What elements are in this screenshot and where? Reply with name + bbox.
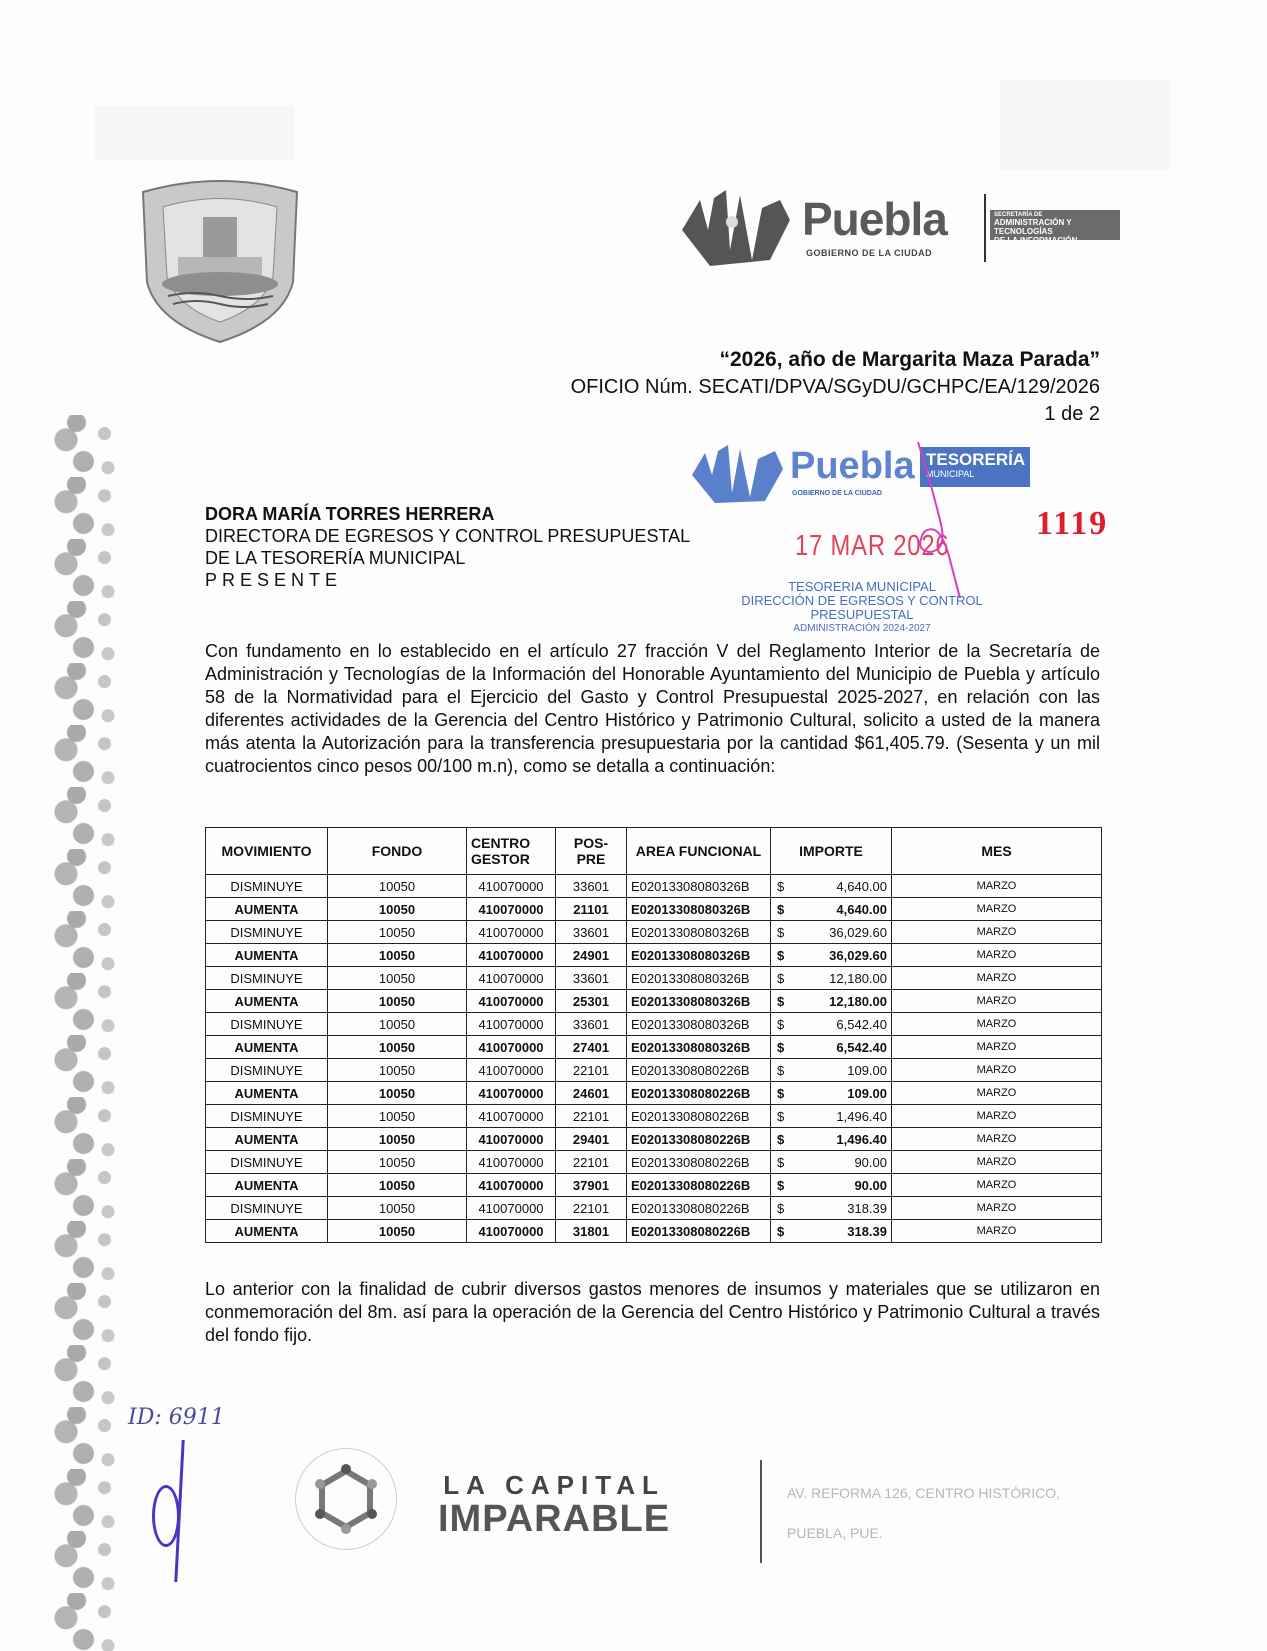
- table-row: [206, 1174, 1102, 1197]
- movimiento-cell: DISMINUYE: [206, 1151, 328, 1174]
- importe-cell: [771, 1013, 892, 1036]
- folio-number: 1119: [1036, 505, 1109, 542]
- area-funcional-cell: E02013308080226B: [627, 1105, 771, 1128]
- pos-pre-cell: 24601: [556, 1082, 627, 1105]
- puebla-government-logo: [680, 190, 1120, 270]
- equality-norm-seal-icon: [295, 1448, 397, 1550]
- decorative-border-pattern: [52, 415, 122, 1651]
- received-date-stamp: 17 MAR 2026: [795, 530, 950, 562]
- col-pos-pre: POS-PRE: [556, 828, 627, 875]
- area-funcional-cell: E02013308080326B: [627, 1013, 771, 1036]
- area-funcional-cell: E02013308080326B: [627, 990, 771, 1013]
- centro-gestor-cell: 410070000: [467, 1174, 556, 1197]
- mes-cell: MARZO: [892, 1013, 1102, 1036]
- pos-pre-cell: 31801: [556, 1220, 627, 1243]
- la-capital-imparable-logo: [438, 1470, 671, 1540]
- importe-cell: [771, 990, 892, 1013]
- request-paragraph: Con fundamento en lo establecido en el artículo 27 fracción V del Reglamento Interior de la Secretaría de Administración y Tecnologías de la Información del Honorable Ayuntamiento del Municipio de Puebla y artículo 58 de la Normatividad para el Ejercicio del Gasto y Control Presupuestal 2025-2027, en relación con las diferentes actividades de la Gerencia del Centro Histórico y Patrimonio Cultural, solicito a usted de la manera más atenta la Autorización para la transferencia presupuestaria por la cantidad $61,405.79. (Sesenta y un mil cuatrocientos cinco pesos 00/100 m.n), como se detalla a continuación:: [205, 641, 1100, 776]
- currency-symbol: $: [777, 1223, 785, 1239]
- recipient-department: DE LA TESORERÍA MUNICIPAL: [205, 548, 466, 568]
- currency-symbol: $: [777, 901, 785, 917]
- col-mes: MES: [892, 828, 1102, 875]
- stamp-line1: TESORERIA MUNICIPAL: [788, 579, 936, 594]
- centro-gestor-cell: 410070000: [467, 875, 556, 898]
- movimiento-cell: AUMENTA: [206, 1220, 328, 1243]
- table-row: [206, 944, 1102, 967]
- importe-cell: [771, 1174, 892, 1197]
- movimiento-cell: AUMENTA: [206, 944, 328, 967]
- currency-symbol: $: [777, 878, 785, 894]
- amount-value: 1,496.40: [836, 1131, 887, 1147]
- pos-pre-cell: 27401: [556, 1036, 627, 1059]
- document-header: [571, 348, 1100, 426]
- fondo-cell: 10050: [328, 990, 467, 1013]
- amount-value: 4,640.00: [836, 878, 887, 894]
- pos-pre-cell: 21101: [556, 898, 627, 921]
- currency-symbol: $: [777, 1154, 785, 1170]
- footer-address: [787, 1473, 1060, 1553]
- table-row: [206, 990, 1102, 1013]
- currency-symbol: $: [777, 1016, 785, 1032]
- pos-pre-cell: 29401: [556, 1128, 627, 1151]
- centro-gestor-cell: 410070000: [467, 967, 556, 990]
- tesoreria-subtitle: MUNICIPAL: [926, 469, 975, 479]
- importe-cell: [771, 898, 892, 921]
- year-motto: “2026, año de Margarita Maza Parada”: [719, 348, 1100, 371]
- centro-gestor-cell: 410070000: [467, 1128, 556, 1151]
- fondo-cell: 10050: [328, 1059, 467, 1082]
- currency-symbol: $: [777, 924, 785, 940]
- mes-cell: MARZO: [892, 1059, 1102, 1082]
- amount-value: 36,029.60: [829, 947, 887, 963]
- fondo-cell: 10050: [328, 944, 467, 967]
- stamp-office-text: [712, 580, 1012, 636]
- fondo-cell: 10050: [328, 875, 467, 898]
- movimiento-cell: DISMINUYE: [206, 1059, 328, 1082]
- budget-transfer-table: [205, 827, 1102, 1243]
- table-row: [206, 1105, 1102, 1128]
- col-movimiento: MOVIMIENTO: [206, 828, 328, 875]
- centro-gestor-cell: 410070000: [467, 1036, 556, 1059]
- pos-pre-cell: 22101: [556, 1197, 627, 1220]
- amount-value: 318.39: [847, 1200, 887, 1216]
- presente-label: PRESENTE: [205, 570, 343, 590]
- logo-subtitle: GOBIERNO DE LA CIUDAD: [806, 248, 933, 258]
- pos-pre-cell: 33601: [556, 875, 627, 898]
- table-row: [206, 1036, 1102, 1059]
- tesoreria-title: TESORERÍA: [926, 450, 1026, 469]
- mes-cell: MARZO: [892, 990, 1102, 1013]
- centro-gestor-cell: 410070000: [467, 1220, 556, 1243]
- oficio-number: OFICIO Núm. SECATI/DPVA/SGyDU/GCHPC/EA/129/2026: [570, 376, 1100, 398]
- centro-gestor-cell: 410070000: [467, 1197, 556, 1220]
- amount-value: 36,029.60: [829, 924, 887, 940]
- show-through-mark: [95, 105, 295, 160]
- importe-cell: [771, 967, 892, 990]
- table-row: [206, 1082, 1102, 1105]
- mes-cell: MARZO: [892, 875, 1102, 898]
- fondo-cell: 10050: [328, 1105, 467, 1128]
- movimiento-cell: DISMINUYE: [206, 921, 328, 944]
- city-skyline-icon: [680, 190, 800, 266]
- movimiento-cell: DISMINUYE: [206, 1013, 328, 1036]
- movimiento-cell: AUMENTA: [206, 1174, 328, 1197]
- tesoreria-reception-stamp: [690, 445, 1030, 505]
- pos-pre-cell: 37901: [556, 1174, 627, 1197]
- area-funcional-cell: E02013308080326B: [627, 898, 771, 921]
- movimiento-cell: DISMINUYE: [206, 1105, 328, 1128]
- importe-cell: [771, 1059, 892, 1082]
- table-row: [206, 1197, 1102, 1220]
- mes-cell: MARZO: [892, 1128, 1102, 1151]
- col-importe: IMPORTE: [771, 828, 892, 875]
- amount-value: 109.00: [847, 1062, 887, 1078]
- brand-line2: IMPARABLE: [438, 1498, 671, 1540]
- centro-gestor-cell: 410070000: [467, 1013, 556, 1036]
- centro-gestor-cell: 410070000: [467, 944, 556, 967]
- currency-symbol: $: [777, 970, 785, 986]
- fondo-cell: 10050: [328, 1082, 467, 1105]
- pos-pre-cell: 22101: [556, 1059, 627, 1082]
- table-row: [206, 875, 1102, 898]
- area-funcional-cell: E02013308080226B: [627, 1197, 771, 1220]
- centro-gestor-cell: 410070000: [467, 1082, 556, 1105]
- recipient-block: [205, 503, 690, 591]
- area-funcional-cell: E02013308080326B: [627, 875, 771, 898]
- area-funcional-cell: E02013308080326B: [627, 921, 771, 944]
- fondo-cell: 10050: [328, 1197, 467, 1220]
- hexagon-people-icon: [296, 1449, 396, 1549]
- currency-symbol: $: [777, 1085, 785, 1101]
- mes-cell: MARZO: [892, 944, 1102, 967]
- table-row: [206, 967, 1102, 990]
- importe-cell: [771, 1220, 892, 1243]
- currency-symbol: $: [777, 947, 785, 963]
- importe-cell: [771, 944, 892, 967]
- table-row: [206, 1151, 1102, 1174]
- stamp-line4: ADMINISTRACIÓN 2024-2027: [793, 623, 931, 634]
- secretaria-line1: SECRETARÍA DE: [994, 212, 1043, 218]
- movimiento-cell: AUMENTA: [206, 1082, 328, 1105]
- table-row: [206, 1013, 1102, 1036]
- secretaria-line2: ADMINISTRACIÓN Y TECNOLOGÍAS: [994, 218, 1072, 236]
- pos-pre-cell: 22101: [556, 1105, 627, 1128]
- amount-value: 1,496.40: [836, 1108, 887, 1124]
- centro-gestor-cell: 410070000: [467, 1059, 556, 1082]
- pos-pre-cell: 33601: [556, 921, 627, 944]
- stamp-skyline-icon: [690, 445, 785, 503]
- currency-symbol: $: [777, 1062, 785, 1078]
- table-row: [206, 1128, 1102, 1151]
- centro-gestor-cell: 410070000: [467, 898, 556, 921]
- centro-gestor-cell: 410070000: [467, 990, 556, 1013]
- importe-cell: [771, 875, 892, 898]
- col-centro-gestor: CENTRO GESTOR: [467, 828, 556, 875]
- amount-value: 6,542.40: [836, 1016, 887, 1032]
- mes-cell: MARZO: [892, 1197, 1102, 1220]
- footer-divider: [760, 1460, 762, 1563]
- recipient-title: DIRECTORA DE EGRESOS Y CONTROL PRESUPUESTAL: [205, 526, 691, 546]
- fondo-cell: 10050: [328, 1220, 467, 1243]
- currency-symbol: $: [777, 1039, 785, 1055]
- fondo-cell: 10050: [328, 967, 467, 990]
- stamp-line2: DIRECCIÓN DE EGRESOS Y CONTROL: [741, 593, 983, 608]
- amount-value: 90.00: [854, 1154, 887, 1170]
- area-funcional-cell: E02013308080226B: [627, 1128, 771, 1151]
- currency-symbol: $: [777, 1177, 785, 1193]
- area-funcional-cell: E02013308080226B: [627, 1059, 771, 1082]
- currency-symbol: $: [777, 993, 785, 1009]
- area-funcional-cell: E02013308080226B: [627, 1174, 771, 1197]
- mes-cell: MARZO: [892, 1220, 1102, 1243]
- amount-value: 318.39: [847, 1223, 887, 1239]
- importe-cell: [771, 1105, 892, 1128]
- purpose-paragraph: Lo anterior con la finalidad de cubrir diversos gastos menores de insumos y materiales que se utilizaron en conmemoración del 8m. así para la operación de la Gerencia del Centro Histórico y Patrimonio Cultural a través del fondo fijo.: [205, 1279, 1100, 1345]
- stamp-logo-wordmark: Puebla: [790, 445, 915, 487]
- area-funcional-cell: E02013308080226B: [627, 1220, 771, 1243]
- movimiento-cell: DISMINUYE: [206, 1197, 328, 1220]
- pos-pre-cell: 25301: [556, 990, 627, 1013]
- amount-value: 12,180.00: [829, 970, 887, 986]
- pos-pre-cell: 33601: [556, 1013, 627, 1036]
- col-area-funcional: AREA FUNCIONAL: [627, 828, 771, 875]
- table-row: [206, 1059, 1102, 1082]
- secretaria-line3: DE LA INFORMACIÓN: [994, 236, 1078, 245]
- logo-divider: [984, 194, 986, 262]
- movimiento-cell: AUMENTA: [206, 1128, 328, 1151]
- secretaria-badge: [990, 210, 1120, 245]
- currency-symbol: $: [777, 1200, 785, 1216]
- mes-cell: MARZO: [892, 1105, 1102, 1128]
- table-row: [206, 921, 1102, 944]
- pos-pre-cell: 22101: [556, 1151, 627, 1174]
- area-funcional-cell: E02013308080226B: [627, 1151, 771, 1174]
- signature-loop: [152, 1485, 180, 1547]
- handwritten-id-note: ID: 6911: [128, 1405, 225, 1430]
- fondo-cell: 10050: [328, 921, 467, 944]
- mes-cell: MARZO: [892, 967, 1102, 990]
- amount-value: 109.00: [847, 1085, 887, 1101]
- pos-pre-cell: 33601: [556, 967, 627, 990]
- fondo-cell: 10050: [328, 1174, 467, 1197]
- currency-symbol: $: [777, 1108, 785, 1124]
- area-funcional-cell: E02013308080326B: [627, 1036, 771, 1059]
- amount-value: 4,640.00: [836, 901, 887, 917]
- stamp-logo-subtitle: GOBIERNO DE LA CIUDAD: [792, 490, 882, 497]
- centro-gestor-cell: 410070000: [467, 921, 556, 944]
- col-fondo: FONDO: [328, 828, 467, 875]
- mes-cell: MARZO: [892, 921, 1102, 944]
- table-header-row: [206, 828, 1102, 875]
- importe-cell: [771, 1036, 892, 1059]
- movimiento-cell: AUMENTA: [206, 990, 328, 1013]
- importe-cell: [771, 1197, 892, 1220]
- amount-value: 12,180.00: [829, 993, 887, 1009]
- city-crest-icon: [133, 172, 307, 344]
- table-row: [206, 1220, 1102, 1243]
- fondo-cell: 10050: [328, 1128, 467, 1151]
- brand-line1: LA CAPITAL: [443, 1470, 665, 1500]
- stamp-line3: PRESUPUESTAL: [810, 607, 914, 622]
- movimiento-cell: DISMINUYE: [206, 875, 328, 898]
- page-indicator: 1 de 2: [1044, 403, 1100, 425]
- amount-value: 90.00: [854, 1177, 887, 1193]
- movimiento-cell: DISMINUYE: [206, 967, 328, 990]
- centro-gestor-cell: 410070000: [467, 1151, 556, 1174]
- address-line1: AV. REFORMA 126, CENTRO HISTÓRICO,: [787, 1485, 1061, 1501]
- area-funcional-cell: E02013308080226B: [627, 1082, 771, 1105]
- address-line2: PUEBLA, PUE.: [787, 1525, 883, 1541]
- amount-value: 6,542.40: [836, 1039, 887, 1055]
- movimiento-cell: AUMENTA: [206, 1036, 328, 1059]
- mes-cell: MARZO: [892, 1151, 1102, 1174]
- show-through-mark: [1000, 80, 1170, 170]
- mes-cell: MARZO: [892, 1174, 1102, 1197]
- centro-gestor-cell: 410070000: [467, 1105, 556, 1128]
- pos-pre-cell: 24901: [556, 944, 627, 967]
- initials-scribble-icon: [900, 440, 970, 600]
- importe-cell: [771, 1082, 892, 1105]
- area-funcional-cell: E02013308080326B: [627, 967, 771, 990]
- mes-cell: MARZO: [892, 1036, 1102, 1059]
- movimiento-cell: AUMENTA: [206, 898, 328, 921]
- importe-cell: [771, 921, 892, 944]
- recipient-name: DORA MARÍA TORRES HERRERA: [205, 504, 495, 524]
- fondo-cell: 10050: [328, 1013, 467, 1036]
- logo-wordmark: Puebla: [802, 193, 947, 245]
- fondo-cell: 10050: [328, 1151, 467, 1174]
- importe-cell: [771, 1128, 892, 1151]
- currency-symbol: $: [777, 1131, 785, 1147]
- table-row: [206, 898, 1102, 921]
- area-funcional-cell: E02013308080326B: [627, 944, 771, 967]
- mes-cell: MARZO: [892, 1082, 1102, 1105]
- mes-cell: MARZO: [892, 898, 1102, 921]
- fondo-cell: 10050: [328, 898, 467, 921]
- importe-cell: [771, 1151, 892, 1174]
- fondo-cell: 10050: [328, 1036, 467, 1059]
